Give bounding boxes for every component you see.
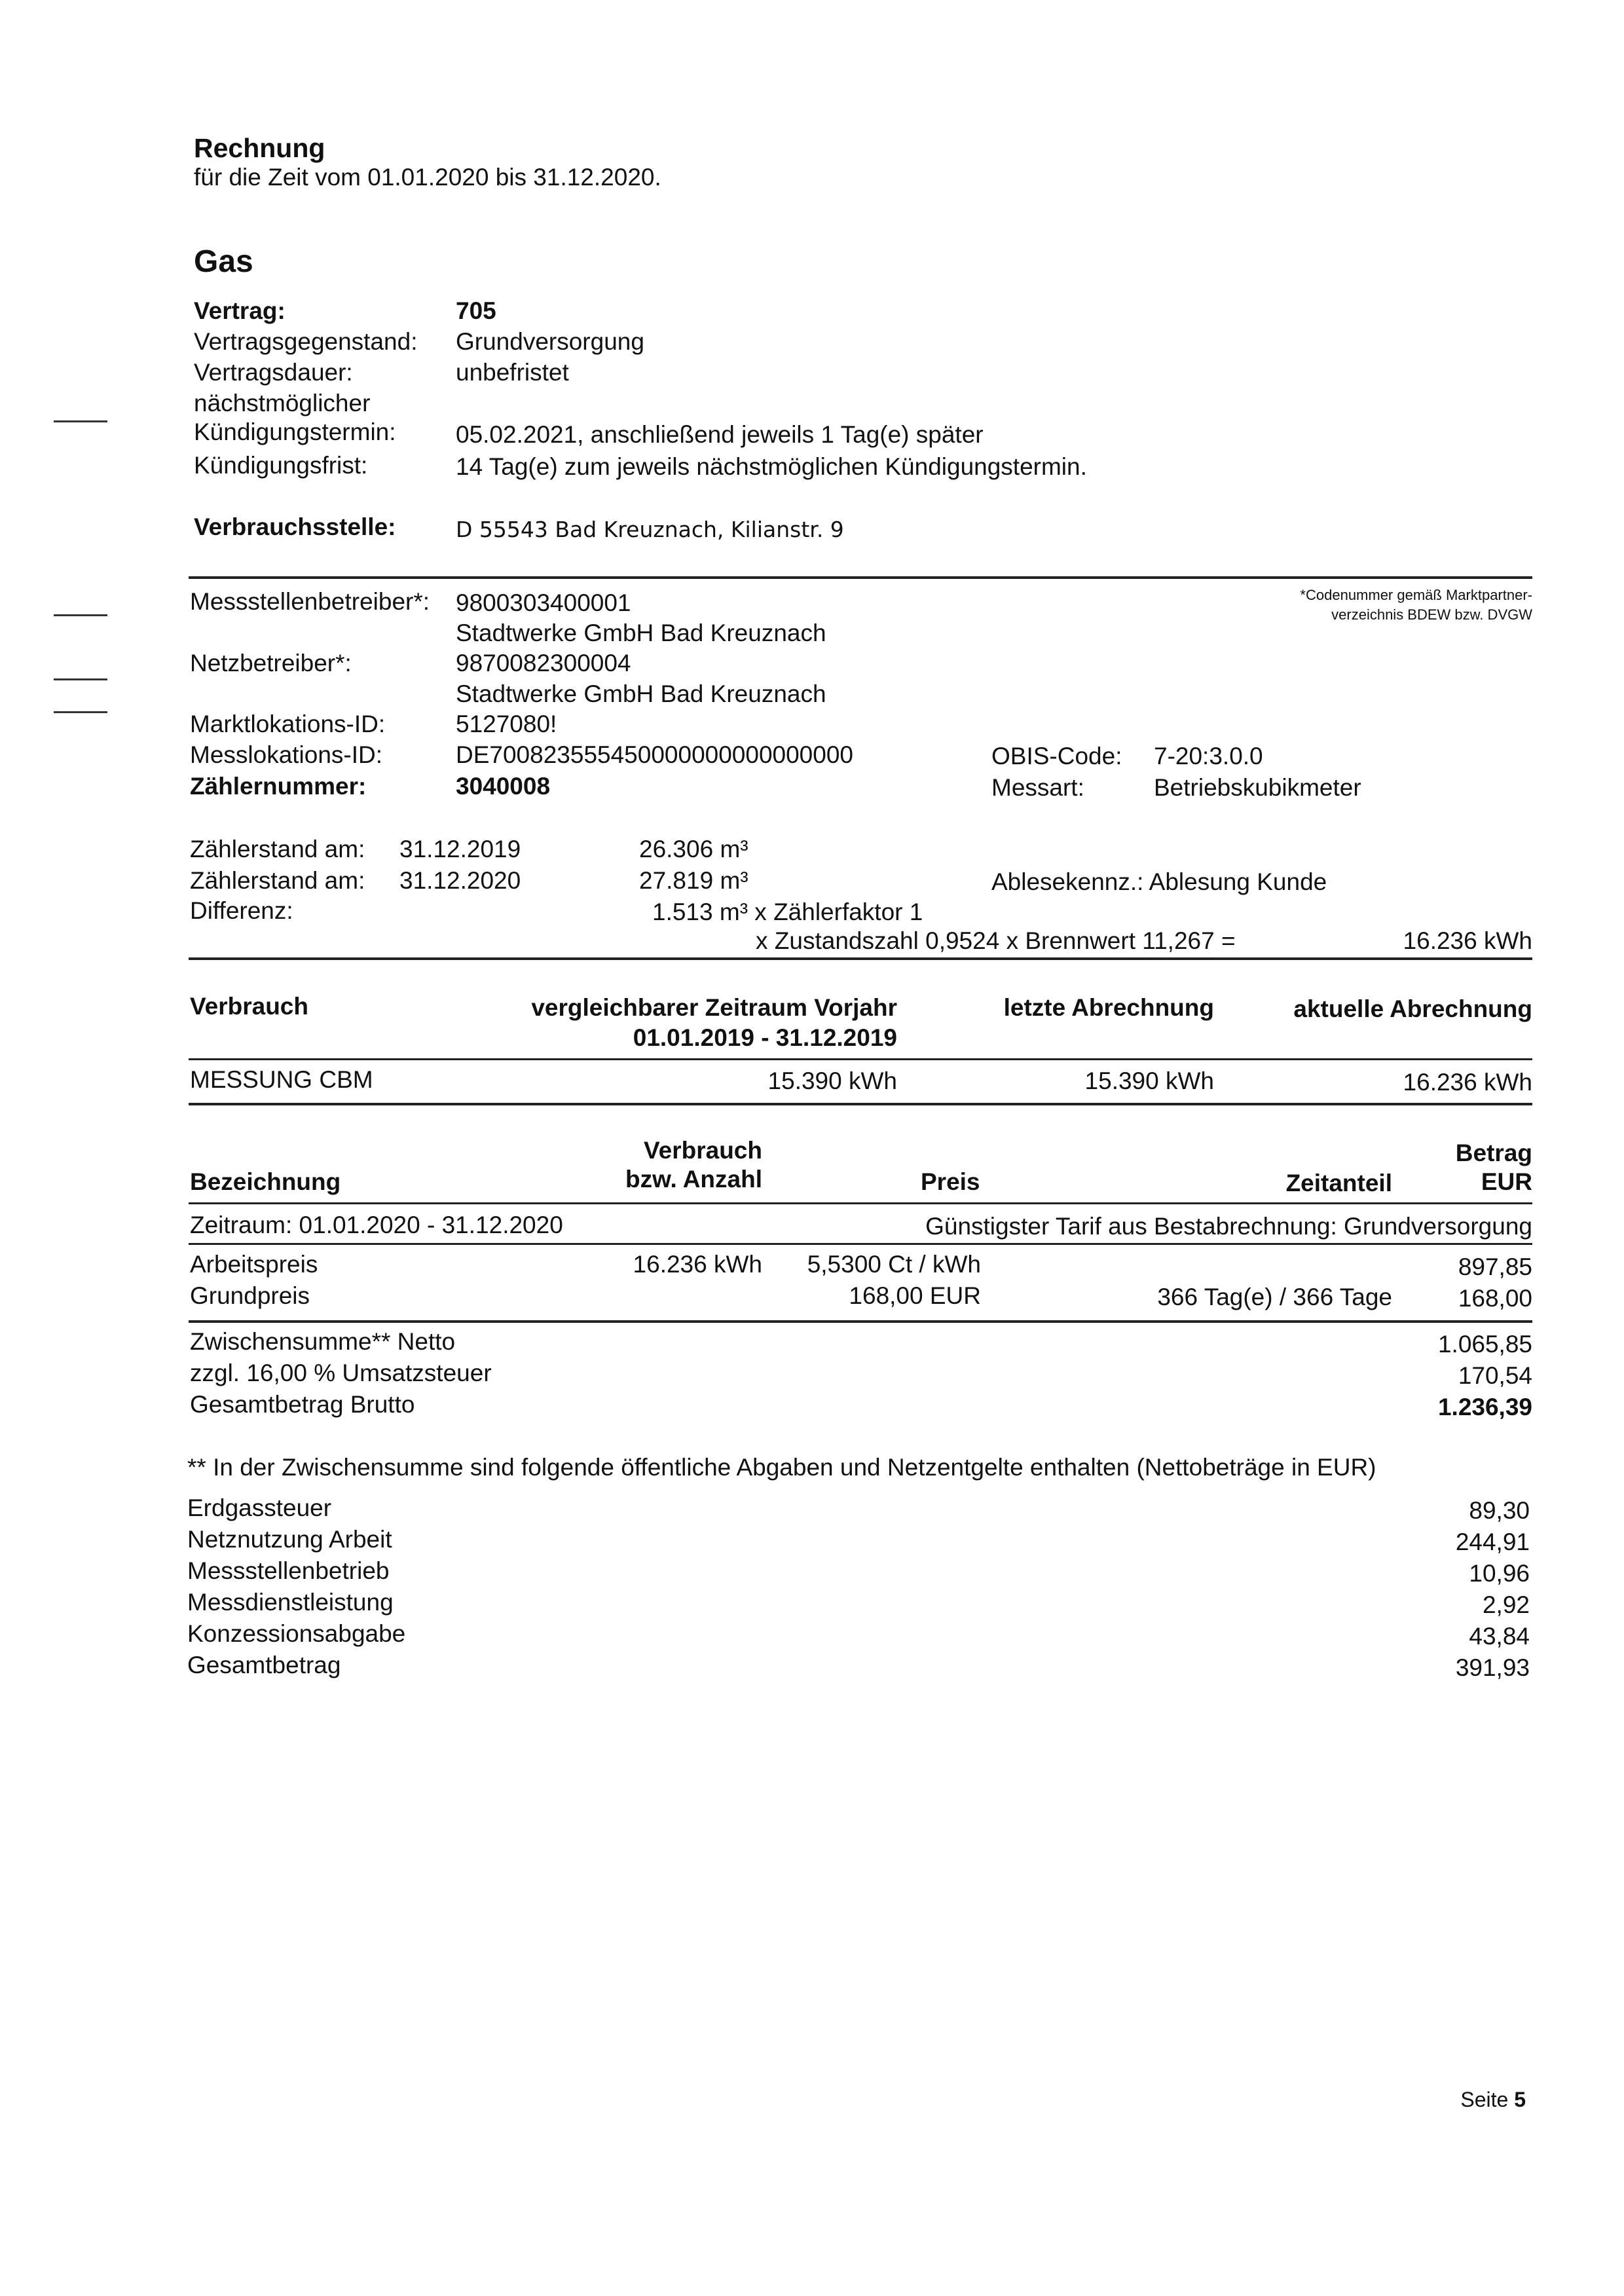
- divider: [189, 1243, 1532, 1245]
- divider: [189, 1202, 1532, 1204]
- comparison-row-last: 15.390 kWh: [1084, 1067, 1214, 1094]
- levy-amount: 391,93: [1455, 1654, 1530, 1681]
- divider: [189, 957, 1532, 960]
- billing-header-qty-2: bzw. Anzahl: [625, 1166, 762, 1193]
- section-title: Gas: [194, 244, 253, 279]
- gross-total-label: Gesamtbetrag Brutto: [190, 1391, 415, 1418]
- billing-header-amount-1: Betrag: [1455, 1139, 1532, 1166]
- termination-date-value: 05.02.2021, anschließend jeweils 1 Tag(e) später: [456, 421, 984, 448]
- gross-total-amount: 1.236,39: [1437, 1394, 1532, 1420]
- malo-label: Marktlokations-ID:: [190, 711, 386, 737]
- page-number: [1460, 2089, 1526, 2110]
- msb-label: Messstellenbetreiber*:: [190, 588, 430, 615]
- billing-header-time: Zeitanteil: [1285, 1170, 1392, 1196]
- measure-type-label: Messart:: [991, 774, 1084, 801]
- consumption-point-value: D 55543 Bad Kreuznach, Kilianstr. 9: [456, 517, 844, 542]
- comparison-row-previous: 15.390 kWh: [767, 1067, 897, 1094]
- fold-mark: [54, 420, 107, 422]
- comparison-row-label: MESSUNG CBM: [190, 1066, 373, 1093]
- notice-period-value: 14 Tag(e) zum jeweils nächstmöglichen Kündigungstermin.: [456, 453, 1087, 480]
- levy-label: Erdgassteuer: [187, 1494, 332, 1521]
- billing-header-name: Bezeichnung: [190, 1168, 341, 1195]
- comparison-header-previous-period: 01.01.2019 - 31.12.2019: [633, 1024, 897, 1051]
- billing-row-qty: 16.236 kWh: [633, 1251, 762, 1278]
- billing-row-price: 5,5300 Ct / kWh: [807, 1251, 981, 1278]
- subtotal-net-label: Zwischensumme** Netto: [190, 1328, 456, 1355]
- invoice-period: für die Zeit vom 01.01.2020 bis 31.12.2020.: [194, 164, 661, 191]
- reading-date-1: 31.12.2019: [399, 836, 521, 862]
- page-number-value: 5: [1514, 2088, 1526, 2111]
- grid-operator-label: Netzbetreiber*:: [190, 650, 352, 676]
- divider: [189, 1058, 1532, 1060]
- obis-label: OBIS-Code:: [991, 743, 1122, 769]
- levy-label: Messstellenbetrieb: [187, 1557, 390, 1584]
- reading-type: Ablesekennz.: Ablesung Kunde: [991, 868, 1327, 895]
- subject-label: Vertragsgegenstand:: [194, 328, 418, 355]
- billing-tariff: Günstigster Tarif aus Bestabrechnung: Grundversorgung: [925, 1213, 1532, 1240]
- page-label: Seite: [1460, 2088, 1509, 2111]
- meter-number-value: 3040008: [456, 773, 551, 800]
- levy-label: Konzessionsabgabe: [187, 1620, 406, 1647]
- billing-header-price: Preis: [921, 1168, 980, 1195]
- duration-value: unbefristet: [456, 359, 569, 386]
- billing-row-name: Grundpreis: [190, 1282, 310, 1309]
- billing-row-time: 366 Tag(e) / 366 Tage: [1157, 1284, 1392, 1310]
- subtotal-net-amount: 1.065,85: [1437, 1331, 1532, 1358]
- malo-value: 5127080!: [456, 711, 557, 737]
- measure-type-value: Betriebskubikmeter: [1154, 774, 1361, 801]
- vat-label: zzgl. 16,00 % Umsatzsteuer: [190, 1360, 492, 1386]
- billing-header-amount-2: EUR: [1481, 1168, 1532, 1195]
- billing-period: Zeitraum: 01.01.2020 - 31.12.2020: [190, 1212, 563, 1238]
- comparison-header-last: letzte Abrechnung: [1003, 994, 1214, 1021]
- billing-row-amount: 897,85: [1458, 1253, 1532, 1280]
- obis-value: 7-20:3.0.0: [1154, 743, 1263, 769]
- billing-row-price: 168,00 EUR: [849, 1282, 981, 1309]
- contract-number: 705: [456, 297, 496, 324]
- duration-label: Vertragsdauer:: [194, 359, 353, 386]
- termination-date-label-2: Kündigungstermin:: [194, 418, 396, 445]
- vat-amount: 170,54: [1458, 1362, 1532, 1389]
- levy-amount: 43,84: [1469, 1623, 1530, 1650]
- comparison-header-verbrauch: Verbrauch: [190, 993, 308, 1020]
- reading-value-1: 26.306 m³: [639, 836, 748, 862]
- reading-value-2: 27.819 m³: [639, 867, 748, 894]
- comparison-header-current: aktuelle Abrechnung: [1293, 995, 1532, 1022]
- invoice-title: Rechnung: [194, 133, 325, 163]
- reading-date-2: 31.12.2020: [399, 867, 521, 894]
- levy-amount: 2,92: [1482, 1591, 1530, 1618]
- difference-label: Differenz:: [190, 897, 293, 924]
- termination-date-label-1: nächstmöglicher: [194, 390, 371, 417]
- footnote-text: ** In der Zwischensumme sind folgende öffentliche Abgaben und Netzentgelte enthalten (Nettobeträge in EUR): [187, 1454, 1376, 1481]
- billing-row-amount: 168,00: [1458, 1285, 1532, 1312]
- billing-row-name: Arbeitspreis: [190, 1251, 318, 1278]
- conversion-formula: x Zustandszahl 0,9524 x Brennwert 11,267 =: [756, 927, 1236, 954]
- msb-code: 9800303400001: [456, 589, 631, 616]
- fold-mark: [54, 711, 107, 713]
- code-note-line-2: verzeichnis BDEW bzw. DVGW: [1331, 606, 1532, 623]
- reading-label-1: Zählerstand am:: [190, 836, 365, 862]
- meter-number-label: Zählernummer:: [190, 773, 367, 800]
- levy-amount: 89,30: [1469, 1497, 1530, 1524]
- comparison-row-current: 16.236 kWh: [1403, 1069, 1532, 1096]
- msb-name: Stadtwerke GmbH Bad Kreuznach: [456, 620, 826, 646]
- subject-value: Grundversorgung: [456, 328, 644, 355]
- difference-value: 1.513 m³ x Zählerfaktor 1: [652, 898, 923, 925]
- comparison-header-previous: vergleichbarer Zeitraum Vorjahr: [531, 994, 897, 1021]
- divider: [189, 576, 1532, 579]
- billing-header-qty-1: Verbrauch: [644, 1137, 762, 1164]
- levy-label: Messdienstleistung: [187, 1589, 394, 1616]
- grid-operator-code: 9870082300004: [456, 650, 631, 676]
- levy-label: Netznutzung Arbeit: [187, 1526, 392, 1553]
- levy-amount: 10,96: [1469, 1560, 1530, 1587]
- reading-label-2: Zählerstand am:: [190, 867, 365, 894]
- melo-value: DE700823555450000000000000000: [456, 741, 853, 768]
- contract-label: Vertrag:: [194, 297, 286, 324]
- divider: [189, 1320, 1532, 1323]
- divider: [189, 1103, 1532, 1105]
- fold-mark: [54, 614, 107, 616]
- fold-mark: [54, 678, 107, 680]
- grid-operator-name: Stadtwerke GmbH Bad Kreuznach: [456, 680, 826, 707]
- code-note-line-1: *Codenummer gemäß Marktpartner-: [1300, 587, 1532, 603]
- consumption-point-label: Verbrauchsstelle:: [194, 513, 396, 540]
- levy-label: Gesamtbetrag: [187, 1652, 341, 1678]
- notice-period-label: Kündigungsfrist:: [194, 452, 368, 479]
- levy-amount: 244,91: [1455, 1528, 1530, 1555]
- melo-label: Messlokations-ID:: [190, 741, 383, 768]
- conversion-result: 16.236 kWh: [1403, 927, 1532, 954]
